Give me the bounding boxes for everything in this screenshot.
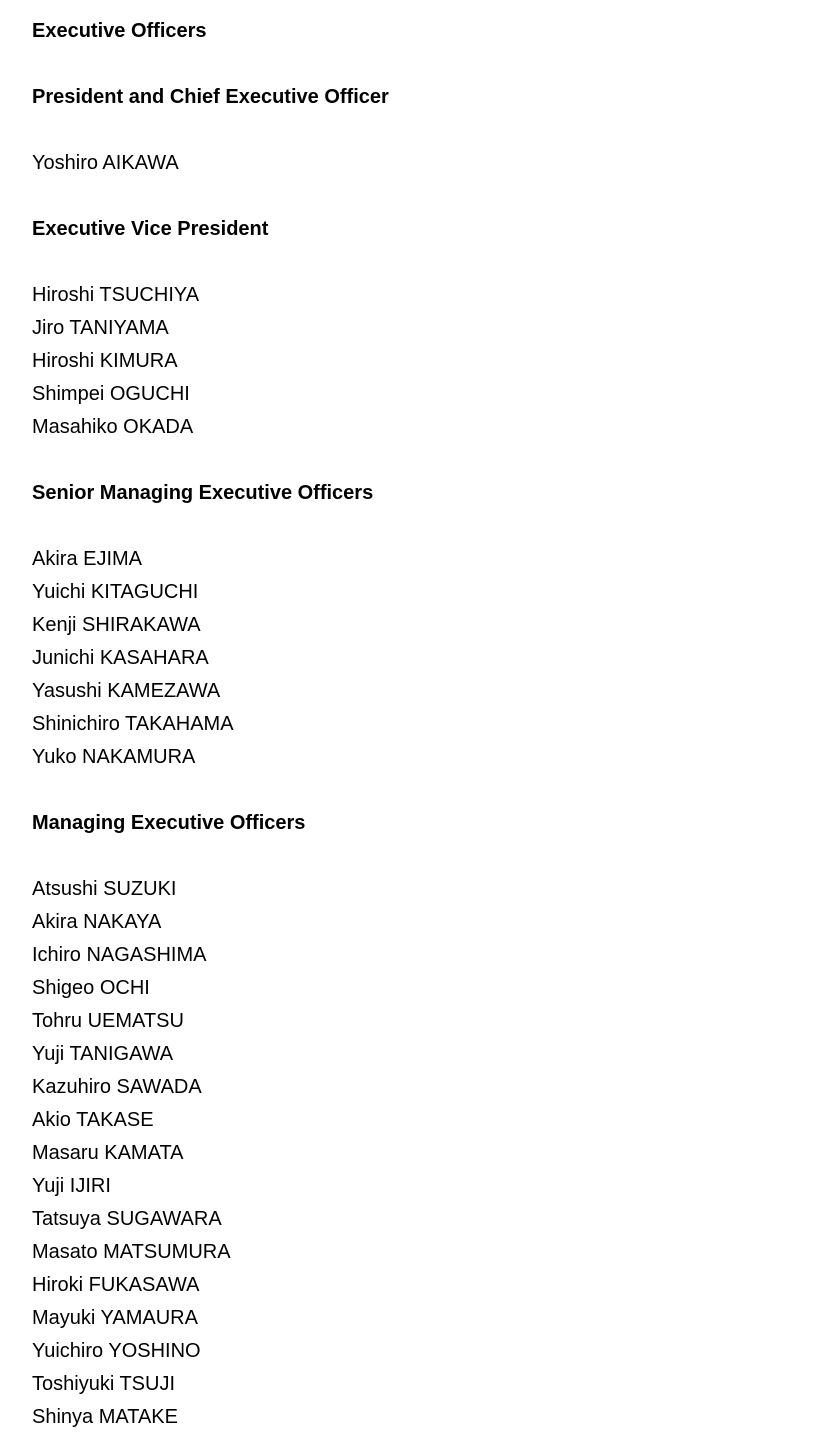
officer-name: Yuichiro YOSHINO: [32, 1340, 201, 1362]
officer-name: Shimpei OGUCHI: [32, 383, 190, 405]
officer-name: Tohru UEMATSU: [32, 1010, 184, 1032]
officer-name: Jiro TANIYAMA: [32, 317, 169, 339]
spacer: [32, 114, 825, 147]
spacer: [32, 246, 825, 279]
spacer: [32, 774, 825, 807]
officer-name: Akira EJIMA: [32, 548, 143, 570]
officer-name: Kazuhiro SAWADA: [32, 1076, 202, 1098]
officer-name: Masato MATSUMURA: [32, 1241, 231, 1263]
section-heading: President and Chief Executive Officer: [32, 86, 389, 108]
officer-name: Yoshiro AIKAWA: [32, 152, 179, 174]
officer-name: Yuichi KITAGUCHI: [32, 581, 199, 603]
officer-name: Atsushi SUZUKI: [32, 878, 177, 900]
officer-name: Shinichiro TAKAHAMA: [32, 713, 234, 735]
officer-name: Masahiko OKADA: [32, 416, 194, 438]
officer-name: Akira NAKAYA: [32, 911, 162, 933]
spacer: [32, 510, 825, 543]
section-executive-vice-president: [32, 213, 825, 477]
officer-name: Shigeo OCHI: [32, 977, 150, 999]
officer-name: Akio TAKASE: [32, 1109, 154, 1131]
officer-name: Hiroshi KIMURA: [32, 350, 178, 372]
officer-name: Mayuki YAMAURA: [32, 1307, 198, 1329]
spacer: [32, 180, 825, 213]
officer-name: Yasushi KAMEZAWA: [32, 680, 221, 702]
officer-name: Hiroki FUKASAWA: [32, 1274, 200, 1296]
officer-name: Kenji SHIRAKAWA: [32, 614, 201, 636]
officer-name: Toshiyuki TSUJI: [32, 1373, 176, 1395]
section-heading: Executive Vice President: [32, 218, 269, 240]
officer-name: Yuko NAKAMURA: [32, 746, 196, 768]
section-senior-managing-executive-officers: [32, 477, 825, 807]
section-president: [32, 81, 825, 213]
officer-name: Yuji TANIGAWA: [32, 1043, 174, 1065]
spacer: [32, 444, 825, 477]
officer-name: Junichi KASAHARA: [32, 647, 209, 669]
page-title: Executive Officers: [32, 20, 207, 42]
officer-name: Hiroshi TSUCHIYA: [32, 284, 200, 306]
officer-name: Tatsuya SUGAWARA: [32, 1208, 222, 1230]
officer-name: Yuji IJIRI: [32, 1175, 111, 1197]
section-heading: Senior Managing Executive Officers: [32, 482, 374, 504]
officer-name: Shinya MATAKE: [32, 1406, 178, 1428]
spacer: [32, 48, 825, 81]
section-heading: Managing Executive Officers: [32, 812, 306, 834]
officer-name: Ichiro NAGASHIMA: [32, 944, 207, 966]
officer-name: Masaru KAMATA: [32, 1142, 184, 1164]
section-managing-executive-officers: [32, 807, 825, 1434]
spacer: [32, 840, 825, 873]
